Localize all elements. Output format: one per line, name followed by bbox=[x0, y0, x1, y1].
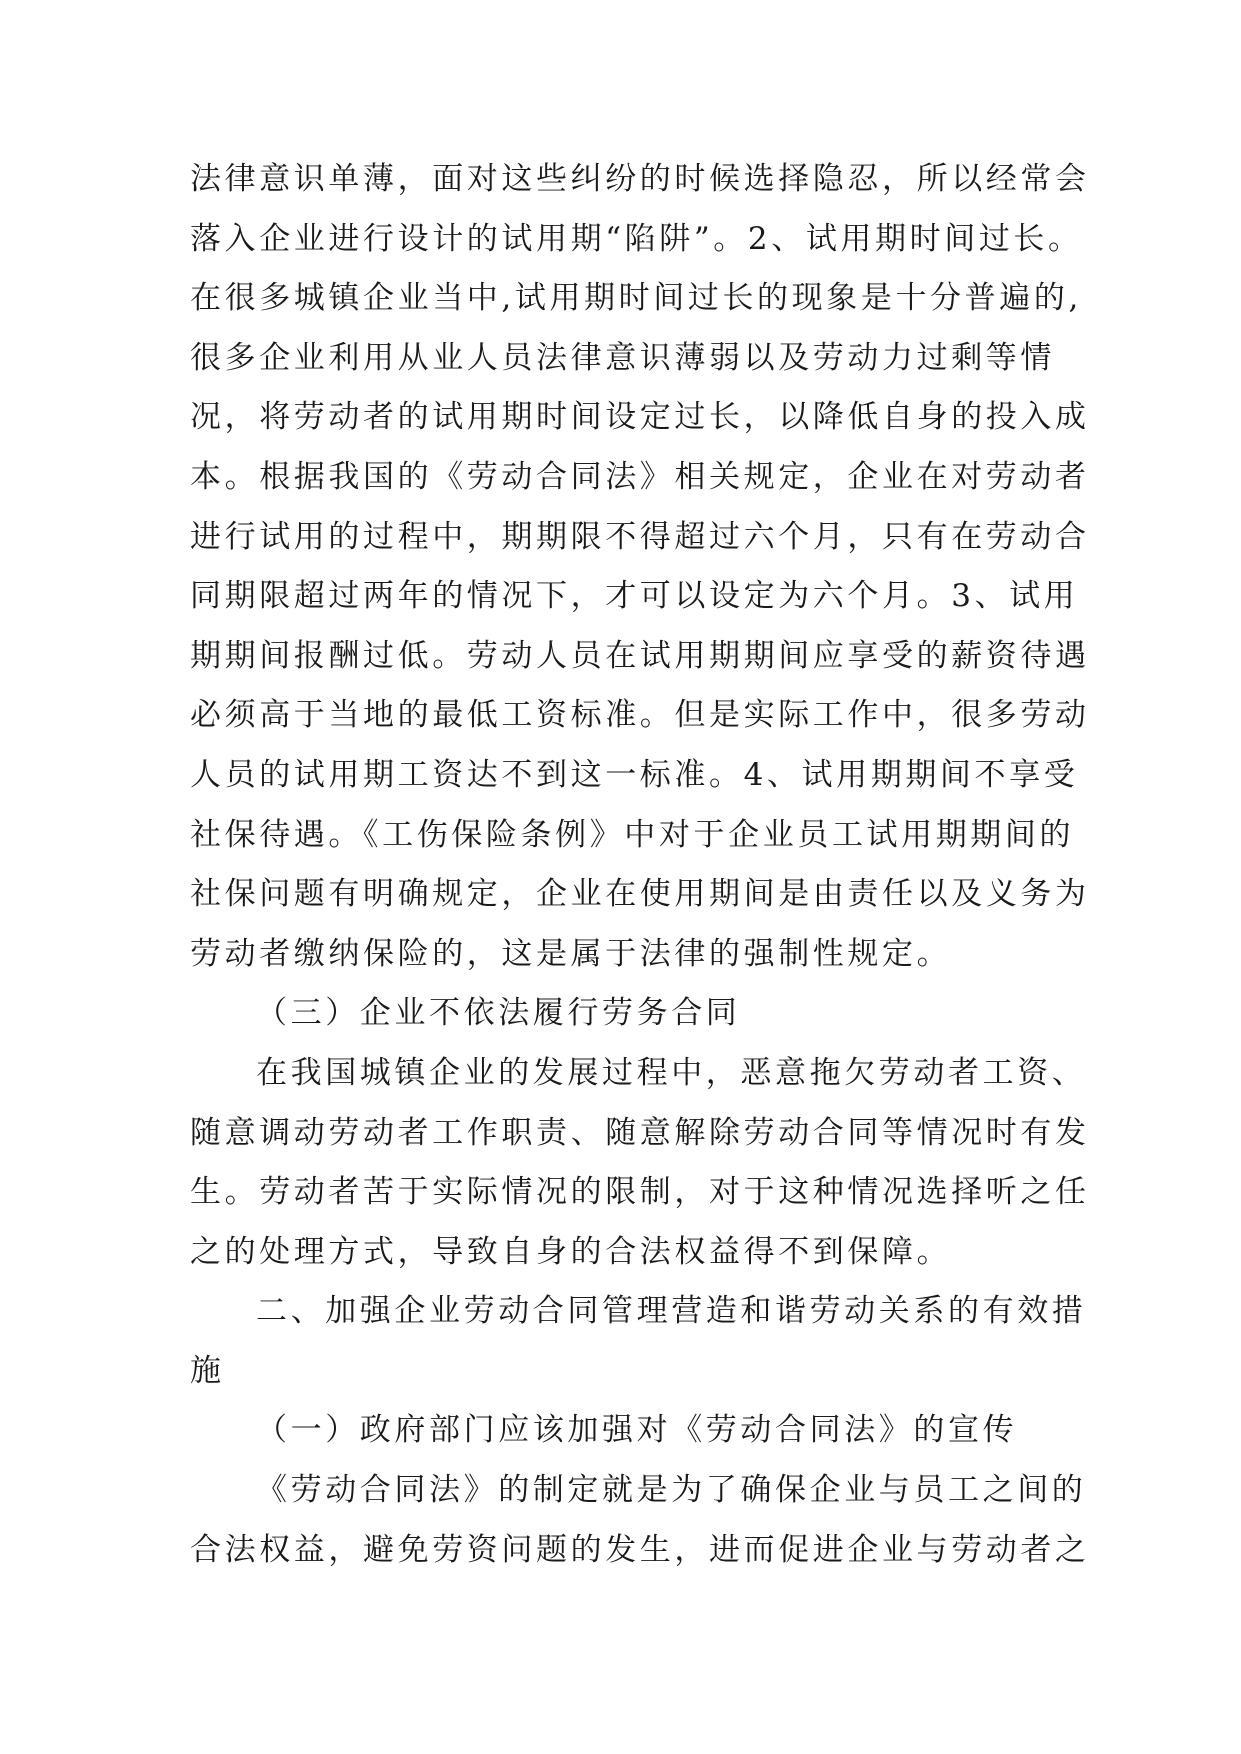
text-line: 在很多城镇企业当中,试用期时间过长的现象是十分普遍的, bbox=[190, 280, 1082, 317]
chapter-heading-continued: 施 bbox=[190, 1352, 225, 1389]
chapter-heading: 二、加强企业劳动合同管理营造和谐劳动关系的有效措 bbox=[256, 1293, 1087, 1330]
section-heading: （一）政府部门应该加强对《劳动合同法》的宣传 bbox=[256, 1412, 1018, 1449]
text-line: 社保待遇。《工伤保险条例》中对于企业员工试用期期间的 bbox=[190, 816, 1075, 853]
text-line: 进行试用的过程中，期期限不得超过六个月，只有在劳动合 bbox=[190, 518, 1090, 555]
document-body bbox=[190, 150, 1090, 1580]
paragraph-start: 《劳动合同法》的制定就是为了确保企业与员工之间的 bbox=[256, 1472, 1087, 1509]
text-line: 况，将劳动者的试用期时间设定过长，以降低自身的投入成 bbox=[190, 399, 1090, 436]
text-line: 生。劳动者苦于实际情况的限制，对于这种情况选择听之任 bbox=[190, 1174, 1090, 1211]
section-heading: （三）企业不依法履行劳务合同 bbox=[256, 995, 741, 1032]
text-line: 很多企业利用从业人员法律意识薄弱以及劳动力过剩等情 bbox=[190, 339, 1055, 376]
text-line: 本。根据我国的《劳动合同法》相关规定，企业在对劳动者 bbox=[190, 458, 1090, 495]
text-line: 人员的试用期工资达不到这一标准。4、试用期期间不享受 bbox=[190, 756, 1079, 793]
text-line: 社保问题有明确规定，企业在使用期间是由责任以及义务为 bbox=[190, 876, 1090, 913]
text-line: 合法权益，避免劳资问题的发生，进而促进企业与劳动者之 bbox=[190, 1531, 1090, 1568]
text-line: 同期限超过两年的情况下，才可以设定为六个月。3、试用 bbox=[190, 578, 1079, 615]
text-line: 劳动者缴纳保险的，这是属于法律的强制性规定。 bbox=[190, 935, 952, 972]
text-line: 随意调动劳动者工作职责、随意解除劳动合同等情况时有发 bbox=[190, 1114, 1090, 1151]
text-line: 之的处理方式，导致自身的合法权益得不到保障。 bbox=[190, 1233, 952, 1270]
text-line: 期期间报酬过低。劳动人员在试用期期间应享受的薪资待遇 bbox=[190, 637, 1090, 674]
text-line: 落入企业进行设计的试用期“陷阱”。2、试用期时间过长。 bbox=[190, 220, 1083, 257]
text-line: 法律意识单薄，面对这些纠纷的时候选择隐忍，所以经常会 bbox=[190, 161, 1090, 197]
paragraph-start: 在我国城镇企业的发展过程中，恶意拖欠劳动者工资、 bbox=[256, 1054, 1087, 1091]
text-line: 必须高于当地的最低工资标准。但是实际工作中，很多劳动 bbox=[190, 697, 1090, 734]
